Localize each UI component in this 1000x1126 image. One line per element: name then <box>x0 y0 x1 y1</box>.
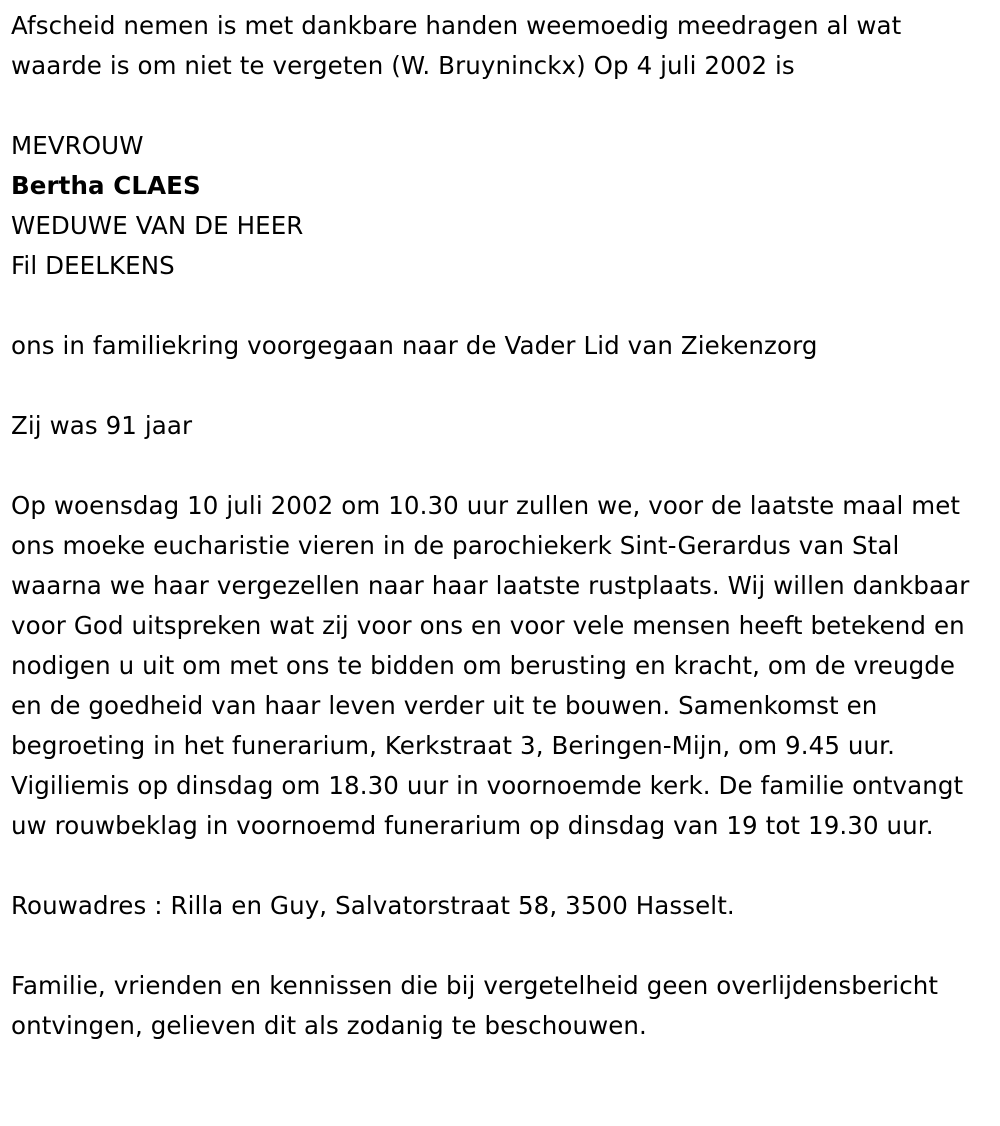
ceremony-paragraph: Op woensdag 10 juli 2002 om 10.30 uur zullen we, voor de laatste maal met ons moeke eucharistie vieren in de parochiekerk Sint-Gerardus van Stal waarna we haar vergezellen naar haar laatste rustplaats. Wij willen dankbaar voor God uitspreken wat zij voor ons en voor vele mensen heeft betekend en nodigen u uit om met ons te bidden om berusting en kracht, om de vreugde en de goedheid van haar leven verder uit te bouwen. Samenkomst en begroeting in het funerarium, Kerkstraat 3, Beringen-Mijn, om 9.45 uur. Vigiliemis op dinsdag om 18.30 uur in voornoemde kerk. De familie ontvangt uw rouwbeklag in voornoemd funerarium op dinsdag van 19 tot 19.30 uur. <box>11 491 970 840</box>
honorific: MEVROUW <box>11 131 144 160</box>
spacer <box>11 446 975 486</box>
spacer <box>11 846 975 886</box>
intro-paragraph: Afscheid nemen is met dankbare handen weemoedig meedragen al wat waarde is om niet te vergeten (W. Bruyninckx) Op 4 juli 2002 is <box>11 11 902 80</box>
closing-paragraph: Familie, vrienden en kennissen die bij vergetelheid geen overlijdensbericht ontvingen, gelieven dit als zodanig te beschouwen. <box>11 971 939 1040</box>
passing-paragraph: ons in familiekring voorgegaan naar de Vader Lid van Ziekenzorg <box>11 331 818 360</box>
spacer <box>11 86 975 126</box>
mourning-address: Rouwadres : Rilla en Guy, Salvatorstraat 58, 3500 Hasselt. <box>11 891 735 920</box>
deceased-name: Bertha CLAES <box>11 171 201 200</box>
spacer <box>11 286 975 326</box>
spacer <box>11 926 975 966</box>
relation: WEDUWE VAN DE HEER <box>11 211 304 240</box>
spacer <box>11 366 975 406</box>
age-paragraph: Zij was 91 jaar <box>11 411 193 440</box>
spouse-name: Fil DEELKENS <box>11 251 175 280</box>
